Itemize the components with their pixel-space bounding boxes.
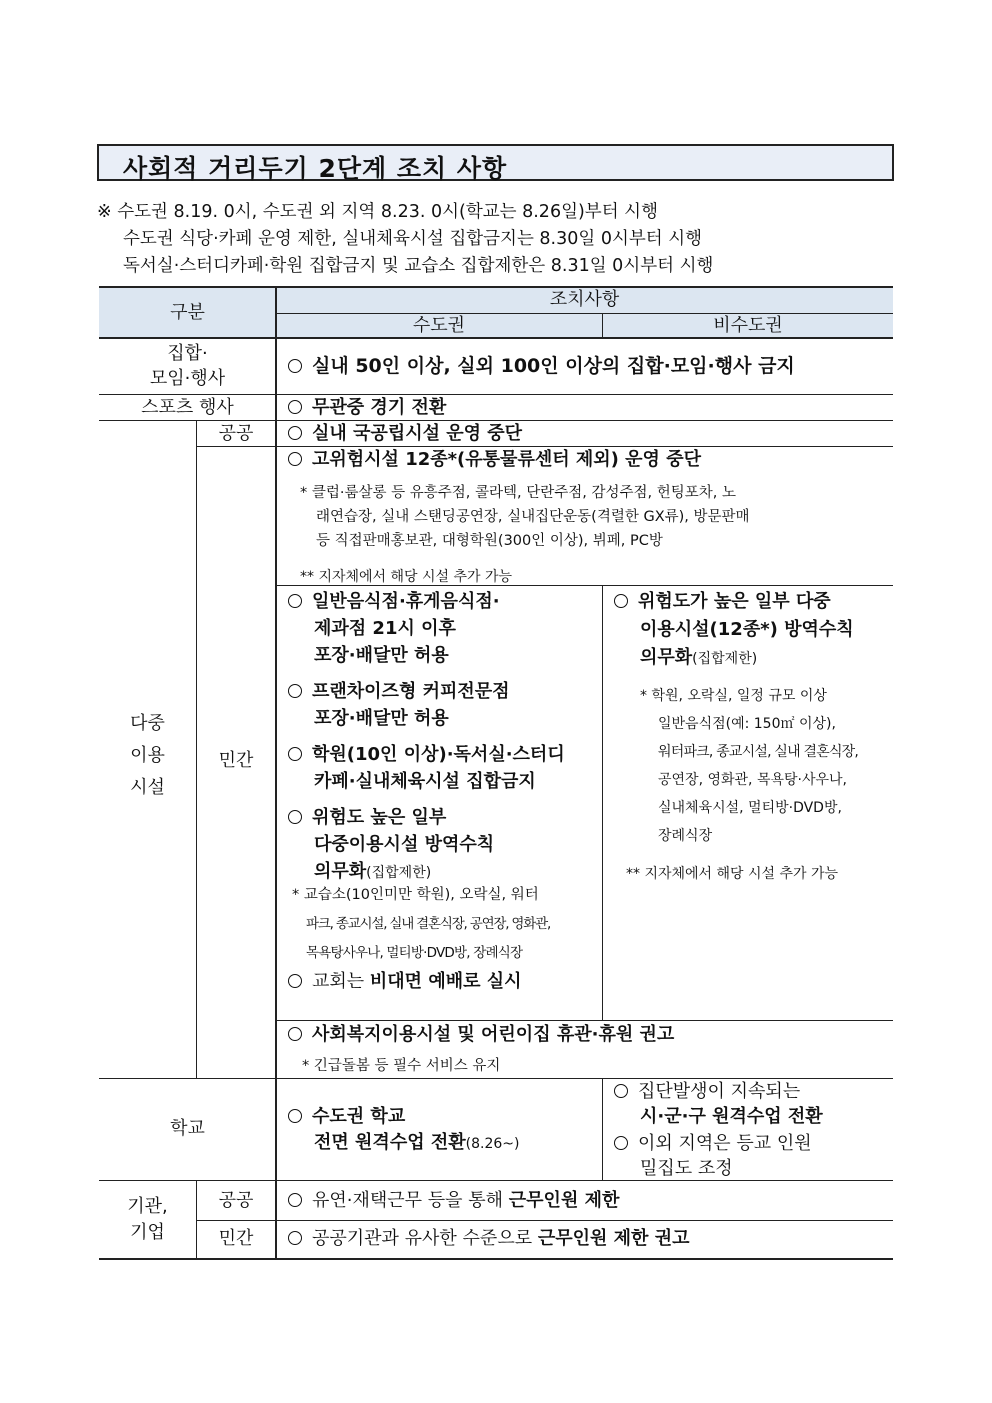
header-non-capital: 비수도권	[713, 315, 783, 336]
welfare-text: 사회복지이용시설 및 어린이집 휴관·휴원 권고	[288, 1022, 674, 1047]
capital-note: * 교습소(10인미만 학원), 오락실, 워터 파크, 종교시설, 실내 결혼식장, 공연장, 영화관, 목욕탕사우나, 멀티방·DVD방, 장례식장	[292, 887, 551, 961]
circle-bullet-icon	[288, 747, 302, 761]
gathering-text: 실내 50인 이상, 실외 100인 이상의 집합·모임·행사 금지	[288, 354, 795, 379]
school-non-capital: 집단발생이 지속되는 시·군·구 원격수업 전환 이외 지역은 등교 인원 밀집도 조정	[614, 1079, 823, 1181]
non-capital-note: * 학원, 오락실, 일정 규모 이상 일반음식점(예: 150㎡ 이상), 워터파크, 종교시설, 실내 결혼식장, 공연장, 영화관, 목욕탕·사우나, 실내체육시설, 멀티방·DVD방, 장례식장	[640, 688, 859, 844]
public-facility-text: 실내 국공립시설 운영 중단	[288, 421, 522, 446]
sub-label-public: 공공	[218, 423, 254, 444]
capital-items: 일반음식점·휴게음식점· 제과점 21시 이후 포장·배달만 허용 프랜차이즈형 커피전문점 포장·배달만 허용 학원(10인 이상)·독서실·스터디 카페·실내체육시설 집합금지 위험도 높은 일부 다중이용시설 방역수칙 의무화(집합제한)	[288, 588, 598, 887]
page-title: 사회적 거리두기 2단계 조치 사항	[123, 154, 508, 183]
sub-label-private: 민간	[218, 750, 254, 771]
sports-text: 무관중 경기 전환	[288, 395, 446, 420]
non-capital-item: 위험도가 높은 일부 다중 이용시설(12종*) 방역수칙 의무화(집합제한)	[614, 588, 890, 673]
rule	[602, 1078, 603, 1180]
non-capital-note2: ** 지자체에서 해당 시설 추가 가능	[626, 866, 839, 882]
row-label-sports: 스포츠 행사	[141, 397, 234, 418]
rule	[275, 287, 277, 1259]
circle-bullet-icon	[288, 426, 302, 440]
rule	[602, 585, 603, 1020]
circle-bullet-icon	[614, 594, 628, 608]
circle-bullet-icon	[288, 1193, 302, 1207]
org-public-text: 유연·재택근무 등을 통해 근무인원 제한	[288, 1188, 619, 1213]
note-line: 수도권 식당·카페 운영 제한, 실내체육시설 집합금지는 8.30일 0시부터 시행	[123, 229, 703, 249]
highrisk-text: 고위험시설 12종*(유통물류센터 제외) 운영 중단	[288, 447, 701, 472]
row-label-org: 기관, 기업	[127, 1196, 168, 1243]
row-label-school: 학교	[170, 1118, 205, 1139]
highrisk-note: * 클럽·룸살롱 등 유흥주점, 콜라텍, 단란주점, 감성주점, 헌팅포차, 노 래연습장, 실내 스탠딩공연장, 실내집단운동(격렬한 GX류), 방문판매 등 직접판매홍보관, 대형학원(300인 이상), 뷔페, PC방 ** 지자체에서 해당 시설 추가 가능	[300, 485, 750, 585]
circle-bullet-icon	[288, 359, 302, 373]
header-category: 구분	[170, 302, 205, 323]
school-capital: 수도권 학교 전면 원격수업 전환(8.26~)	[288, 1104, 519, 1157]
circle-bullet-icon	[288, 974, 302, 988]
circle-bullet-icon	[288, 594, 302, 608]
note-line: 독서실·스터디카페·학원 집합금지 및 교습소 집합제한은 8.31일 0시부터 시행	[123, 256, 714, 276]
circle-bullet-icon	[288, 400, 302, 414]
header-measures: 조치사항	[549, 289, 620, 310]
circle-bullet-icon	[614, 1136, 628, 1150]
circle-bullet-icon	[288, 1109, 302, 1123]
circle-bullet-icon	[288, 452, 302, 466]
note-line: ※ 수도권 8.19. 0시, 수도권 외 지역 8.23. 0시(학교는 8.26일)부터 시행	[97, 202, 658, 222]
sub-label-org-public: 공공	[218, 1190, 254, 1211]
header-capital: 수도권	[412, 315, 466, 336]
rule	[276, 1020, 893, 1021]
circle-bullet-icon	[288, 1231, 302, 1245]
notes	[97, 199, 713, 280]
sub-label-org-private: 민간	[218, 1228, 254, 1249]
circle-bullet-icon	[288, 684, 302, 698]
org-private-text: 공공기관과 유사한 수준으로 근무인원 제한 권고	[288, 1226, 689, 1251]
title-box	[97, 144, 894, 181]
rule	[196, 1220, 893, 1221]
circle-bullet-icon	[288, 1027, 302, 1041]
row-label-gathering: 집합· 모임·행사	[149, 343, 226, 389]
circle-bullet-icon	[614, 1084, 628, 1098]
rule	[99, 1258, 893, 1260]
church-text: 교회는 비대면 예배로 실시	[288, 969, 522, 994]
row-label-facilities: 다중 이용 시설	[130, 713, 165, 798]
welfare-note: * 긴급돌봄 등 필수 서비스 유지	[302, 1058, 501, 1074]
circle-bullet-icon	[288, 810, 302, 824]
